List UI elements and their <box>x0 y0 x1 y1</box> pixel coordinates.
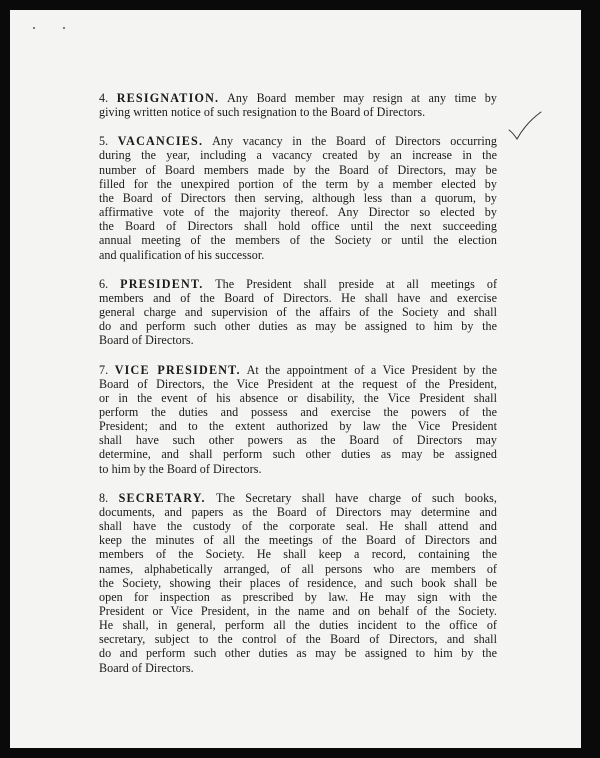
section-line <box>99 248 497 262</box>
section-8 <box>99 491 497 675</box>
section-line <box>99 291 497 305</box>
section-text: documents, and papers as the Board of Directors may determine and <box>99 504 497 519</box>
scan-speck <box>33 27 35 29</box>
section-text: or in the event of his absence or disability, the Vice President shall <box>99 390 497 405</box>
section-text: shall have the custody of the corporate seal. He shall attend and <box>99 519 497 534</box>
section-line <box>99 319 497 333</box>
section-heading: PRESIDENT. <box>120 276 204 291</box>
section-line <box>99 505 497 519</box>
section-text: Board of Directors. <box>99 333 194 348</box>
section-text: open for inspection as prescribed by law. He may sign with the <box>99 589 497 604</box>
section-line <box>99 363 497 377</box>
section-text: the Board of Directors shall hold office until the next succeeding <box>99 219 497 234</box>
section-line <box>99 148 497 162</box>
section-text: Any vacancy in the Board of Directors occurring <box>212 134 498 149</box>
section-text: do and perform such other duties as may be assigned to him by the <box>99 646 497 661</box>
section-text: the Society, showing their places of residence, and such book shall be <box>99 575 497 590</box>
section-text: shall have such other powers as the Board of Directors may <box>99 433 497 448</box>
section-text: He shall, in general, perform all the duties incident to the office of <box>99 618 497 633</box>
section-line <box>99 405 497 419</box>
section-line <box>99 277 497 291</box>
section-line <box>99 377 497 391</box>
section-line <box>99 305 497 319</box>
section-line <box>99 632 497 646</box>
section-text: names, alphabetically arranged, of all persons who are members of <box>99 561 497 576</box>
section-text: annual meeting of the members of the Society or until the election <box>99 233 497 248</box>
section-7 <box>99 363 497 476</box>
section-heading: VACANCIES. <box>117 134 204 149</box>
section-line <box>99 134 497 148</box>
section-line <box>99 105 497 119</box>
section-text: giving written notice of such resignation to the Board of Directors. <box>99 105 426 120</box>
section-text: do and perform such other duties as may be assigned to him by the <box>99 319 497 334</box>
section-number: 8. <box>99 490 109 505</box>
section-line <box>99 618 497 632</box>
section-line <box>99 91 497 105</box>
section-line <box>99 604 497 618</box>
section-line <box>99 519 497 533</box>
section-text: secretary, subject to the control of the Board of Directors, and shall <box>99 632 497 647</box>
bylaws-text <box>99 91 497 690</box>
section-text: and qualification of his successor. <box>99 247 265 262</box>
section-text: At the appointment of a Vice President by the <box>246 362 498 377</box>
section-heading: SECRETARY. <box>118 490 206 505</box>
section-line <box>99 661 497 675</box>
section-number: 6. <box>99 276 109 291</box>
section-line <box>99 163 497 177</box>
section-text: determine, and shall perform such other duties as may be assigned <box>99 447 497 462</box>
section-5 <box>99 134 497 261</box>
section-line <box>99 491 497 505</box>
section-line <box>99 533 497 547</box>
section-line <box>99 576 497 590</box>
section-line <box>99 447 497 461</box>
section-line <box>99 205 497 219</box>
handwritten-checkmark-icon <box>508 110 542 142</box>
section-line <box>99 562 497 576</box>
section-number: 5. <box>99 134 109 149</box>
section-text: Board of Directors, the Vice President at the request of the President, <box>99 376 497 391</box>
section-text: during the year, including a vacancy created by an increase in the <box>99 148 497 163</box>
section-number: 4. <box>99 91 109 105</box>
section-text: The Secretary shall have charge of such books, <box>215 490 497 505</box>
document-page <box>10 10 581 748</box>
section-text: The President shall preside at all meetings of <box>215 276 498 291</box>
section-line <box>99 219 497 233</box>
section-text: Board of Directors. <box>99 660 194 675</box>
section-text: perform the duties and possess and exercise the powers of the <box>99 404 497 419</box>
section-text: general charge and supervision of the affairs of the Society and shall <box>99 305 497 320</box>
scan-speck <box>63 27 65 29</box>
section-line <box>99 419 497 433</box>
section-line <box>99 547 497 561</box>
section-6 <box>99 277 497 348</box>
section-text: number of Board members made by the Board of Directors, may be <box>99 162 497 177</box>
section-text: members of the Society. He shall keep a record, containing the <box>99 547 497 562</box>
section-line <box>99 646 497 660</box>
section-text: President or Vice President, in the name and on behalf of the Society. <box>99 604 497 618</box>
section-text: filled for the unexpired portion of the term by a member elected by <box>99 176 497 191</box>
section-text: Any Board member may resign at any time by <box>227 91 498 105</box>
section-heading: VICE PRESIDENT. <box>114 362 241 377</box>
section-line <box>99 590 497 604</box>
section-text: members and of the Board of Directors. He shall have and exercise <box>99 290 497 305</box>
section-line <box>99 177 497 191</box>
section-line <box>99 462 497 476</box>
section-heading: RESIGNATION. <box>116 91 220 105</box>
section-line <box>99 433 497 447</box>
section-text: President; and to the extent authorized by law the Vice President <box>99 419 497 434</box>
section-line <box>99 191 497 205</box>
section-line <box>99 233 497 247</box>
section-text: the Board of Directors then serving, although less than a quorum, by <box>99 190 497 205</box>
section-number: 7. <box>99 362 109 377</box>
section-line <box>99 391 497 405</box>
section-text: affirmative vote of the majority thereof. Any Director so elected by <box>99 205 497 220</box>
section-text: keep the minutes of all the meetings of the Board of Directors and <box>99 533 497 548</box>
section-text: to him by the Board of Directors. <box>99 461 262 476</box>
section-4 <box>99 91 497 119</box>
section-line <box>99 333 497 347</box>
